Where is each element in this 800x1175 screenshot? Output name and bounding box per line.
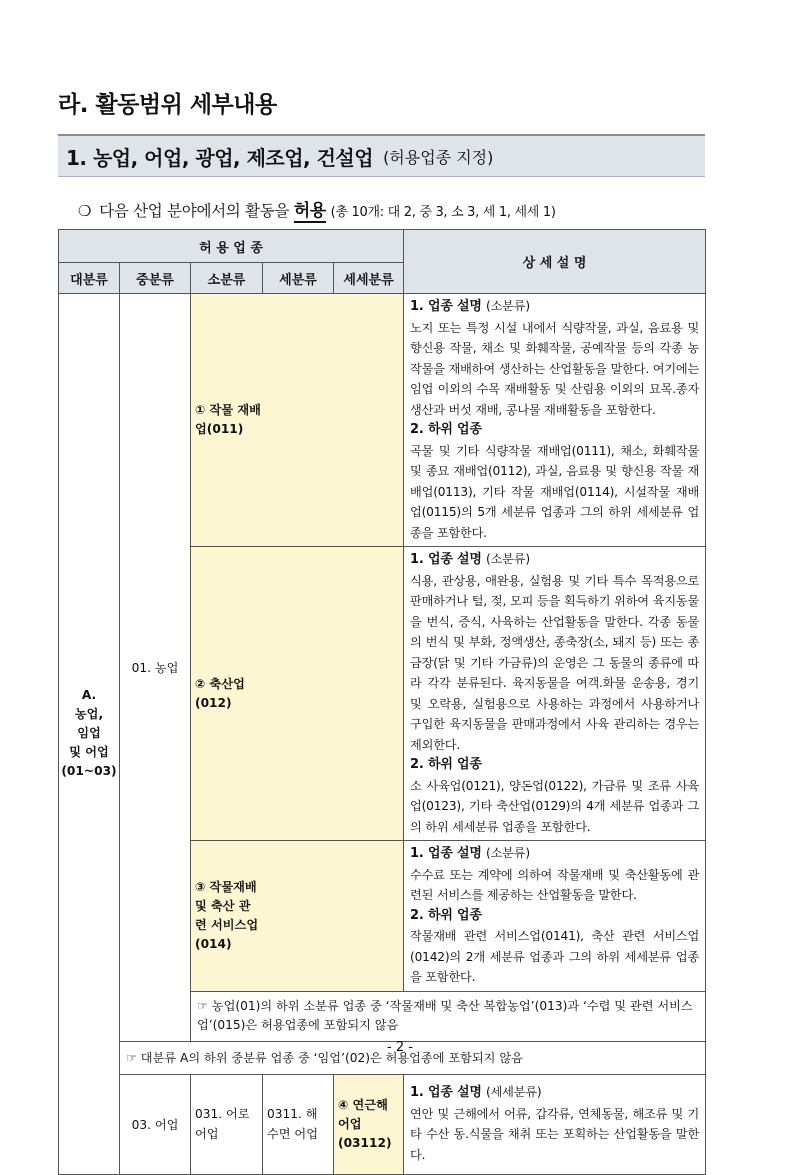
- detail-category-sea-fishing: 0311. 해수면 어업: [263, 1074, 334, 1174]
- mid-category-fishing: 03. 어업: [120, 1074, 191, 1174]
- intro-line: [78, 196, 708, 221]
- intro-counts: (총 10개: 대 2, 중 3, 소 3, 세 1, 세세 1): [330, 205, 556, 220]
- industry-table: [58, 229, 706, 1175]
- section-title-bar: [58, 134, 705, 177]
- mid-category-agriculture: 01. 농업: [120, 294, 191, 1042]
- small-category-fishing: 031. 어로어업: [191, 1074, 263, 1174]
- subdetail-coastal-fishing: ④ 연근해어업(03112): [334, 1074, 404, 1174]
- col-small: 소분류: [191, 263, 263, 294]
- intro-text: 다음 산업 분야에서의 활동을: [99, 202, 290, 220]
- col-subdetail: 세세분류: [334, 263, 404, 294]
- col-middle: 중분류: [120, 263, 191, 294]
- note-agriculture-exclusion: ☞ 농업(01)의 하위 소분류 업종 중 ‘작물재배 및 축산 복합농업’(013)과 ‘수렵 및 관련 서비스업’(015)은 허용업종에 포함되지 않음: [191, 991, 706, 1041]
- intro-allow: 허용: [293, 201, 327, 221]
- note-forestry-exclusion: ☞ 대분류 A의 하위 중분류 업종 중 ‘임업’(02)은 허용업종에 포함되지 않음: [120, 1041, 706, 1074]
- header-allowed-industries: 허 용 업 종: [59, 230, 404, 263]
- page-heading: 라. 활동범위 세부내용: [58, 92, 277, 118]
- page-number: - 2 -: [387, 1040, 413, 1055]
- detail-livestock: 1. 업종 설명 (소분류) 식용, 관상용, 애완용, 실험용 및 기타 특수 목적용으로 판매하거나 털, 젖, 모피 등을 획득하기 위하여 육지동물을 번식, 증식, 사육하는 산업활동을 말한다. 각종 동물의 번식 및 부화, 정액생산, 종축장(소, 돼지 등) 또는 종금장(닭 및 기타 가금류)의 운영은 그 동물의 종류에 따라 각각 분류된다. 육지동물을 여객.화물 운송용, 경기 및 오락용, 실험용으로 사용하는 과정에서 사용하거나 구입한 육지동물을 판매과정에서 사육 관리하는 경우는 제외한다. 2. 하위 업종 소 사육업(0121), 양돈업(0122), 가금류 및 조류 사육업(0123), 기타 축산업(0129)의 4개 세분류 업종과 그의 하위 세세분류 업종을 포함한다.: [404, 547, 706, 841]
- detail-crop: 1. 업종 설명 (소분류) 노지 또는 특정 시설 내에서 식량작물, 과실, 음료용 및 향신용 작물, 채소 및 화훼작물, 공예작물 등의 각종 농작물을 재배하여 생산하는 산업활동을 말한다. 여기에는 임업 이외의 수목 재배활동 및 산림용 이외의 묘목.종자생산과 버섯 재배, 콩나물 재배활동을 포함한다. 2. 하위 업종 곡물 및 기타 식량작물 재배업(0111), 채소, 화훼작물 및 종묘 재배업(0112), 과실, 음료용 및 향신용 작물 재배업(0113), 기타 작물 재배업(0114), 시설작물 재배업(0115)의 5개 세분류 업종과 그의 하위 세세분류 업종을 포함한다.: [404, 294, 706, 547]
- detail-coastal-fishing: 1. 업종 설명 (세세분류) 연안 및 근해에서 어류, 갑각류, 연체동물, 해조류 및 기타 수산 동.식물을 채취 또는 포획하는 산업활동을 말한다.: [404, 1074, 706, 1174]
- small-category-crop: ① 작물 재배업(011): [191, 294, 404, 547]
- small-category-services: ③ 작물재배 및 축산 관련 서비스업(014): [191, 841, 404, 992]
- small-category-livestock: ② 축산업(012): [191, 547, 404, 841]
- section-title: 1. 농업, 어업, 광업, 제조업, 건설업: [66, 145, 374, 170]
- col-major: 대분류: [59, 263, 120, 294]
- section-subtitle: (허용업종 지정): [383, 147, 494, 167]
- col-detail: 세분류: [263, 263, 334, 294]
- header-detail: 상 세 설 명: [404, 230, 706, 294]
- circle-bullet-icon: ❍: [78, 202, 92, 220]
- detail-services: 1. 업종 설명 (소분류) 수수료 또는 계약에 의하여 작물재배 및 축산활동에 관련된 서비스를 제공하는 산업활동을 말한다. 2. 하위 업종 작물재배 관련 서비스업(0141), 축산 관련 서비스업(0142)의 2개 세분류 업종과 그의 하위 세세분류 업종을 포함한다.: [404, 841, 706, 992]
- major-category-a: A. 농업, 임업 및 어업 (01~03): [59, 294, 120, 1175]
